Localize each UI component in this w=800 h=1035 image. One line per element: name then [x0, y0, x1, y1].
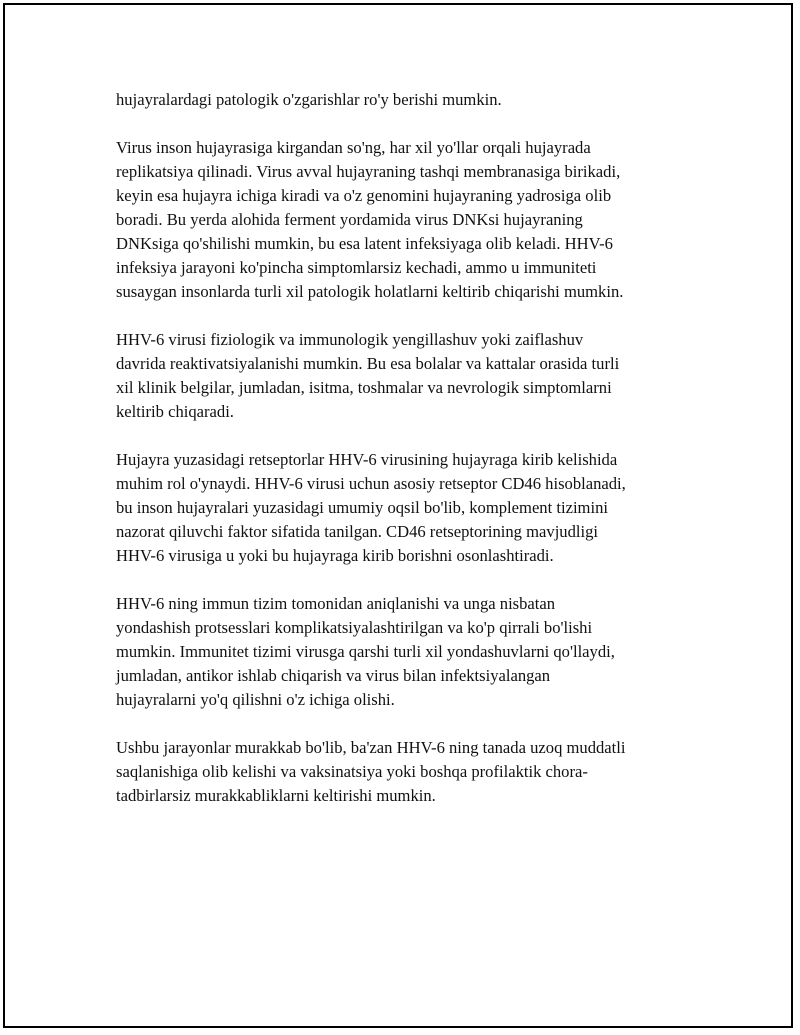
text-line: davrida reaktivatsiyalanishi mumkin. Bu esa bolalar va kattalar orasida turli — [116, 354, 620, 373]
text-line: jumladan, antikor ishlab chiqarish va virus bilan infektsiyalangan — [116, 666, 551, 685]
text-line: HHV-6 virusiga u yoki bu hujayraga kirib borishni osonlashtiradi. — [116, 546, 554, 565]
text-line: hujayralarni yo'q qilishni o'z ichiga olishi. — [116, 690, 395, 709]
text-line: Hujayra yuzasidagi retseptorlar HHV-6 virusining hujayraga kirib kelishida — [116, 450, 618, 469]
text-line: tadbirlarsiz murakkabliklarni keltirishi mumkin. — [116, 786, 436, 805]
paragraph-1 — [116, 88, 696, 112]
text-line: DNKsiga qo'shilishi mumkin, bu esa latent infeksiyaga olib keladi. HHV-6 — [116, 234, 613, 253]
paragraph-3 — [116, 328, 696, 424]
text-line: Ushbu jarayonlar murakkab bo'lib, ba'zan HHV-6 ning tanada uzoq muddatli — [116, 738, 626, 757]
paragraph-4 — [116, 448, 696, 568]
text-line: hujayralardagi patologik o'zgarishlar ro'y berishi mumkin. — [116, 90, 502, 109]
text-line: keyin esa hujayra ichiga kiradi va o'z genomini hujayraning yadrosiga olib — [116, 186, 612, 205]
text-line: keltirib chiqaradi. — [116, 402, 234, 421]
text-line: HHV-6 virusi fiziologik va immunologik yengillashuv yoki zaiflashuv — [116, 330, 584, 349]
text-line: boradi. Bu yerda alohida ferment yordamida virus DNKsi hujayraning — [116, 210, 583, 229]
text-line: HHV-6 ning immun tizim tomonidan aniqlanishi va unga nisbatan — [116, 594, 556, 613]
text-line: muhim rol o'ynaydi. HHV-6 virusi uchun asosiy retseptor CD46 hisoblanadi, — [116, 474, 626, 493]
text-line: nazorat qiluvchi faktor sifatida tanilgan. CD46 retseptorining mavjudligi — [116, 522, 599, 541]
text-line: susaygan insonlarda turli xil patologik holatlarni keltirib chiqarishi mumkin. — [116, 282, 624, 301]
paragraph-2 — [116, 136, 696, 304]
text-line: Virus inson hujayrasiga kirgandan so'ng, har xil yo'llar orqali hujayrada — [116, 138, 591, 157]
text-line: bu inson hujayralari yuzasidagi umumiy oqsil bo'lib, komplement tizimini — [116, 498, 608, 517]
paragraph-6 — [116, 736, 696, 808]
document-body — [116, 88, 696, 832]
text-line: mumkin. Immunitet tizimi virusga qarshi turli xil yondashuvlarni qo'llaydi, — [116, 642, 615, 661]
text-line: xil klinik belgilar, jumladan, isitma, toshmalar va nevrologik simptomlarni — [116, 378, 612, 397]
text-line: infeksiya jarayoni ko'pincha simptomlarsiz kechadi, ammo u immuniteti — [116, 258, 597, 277]
paragraph-5 — [116, 592, 696, 712]
text-line: saqlanishiga olib kelishi va vaksinatsiya yoki boshqa profilaktik chora- — [116, 762, 588, 781]
text-line: replikatsiya qilinadi. Virus avval hujayraning tashqi membranasiga birikadi, — [116, 162, 621, 181]
text-line: yondashish protsesslari komplikatsiyalashtirilgan va ko'p qirrali bo'lishi — [116, 618, 593, 637]
